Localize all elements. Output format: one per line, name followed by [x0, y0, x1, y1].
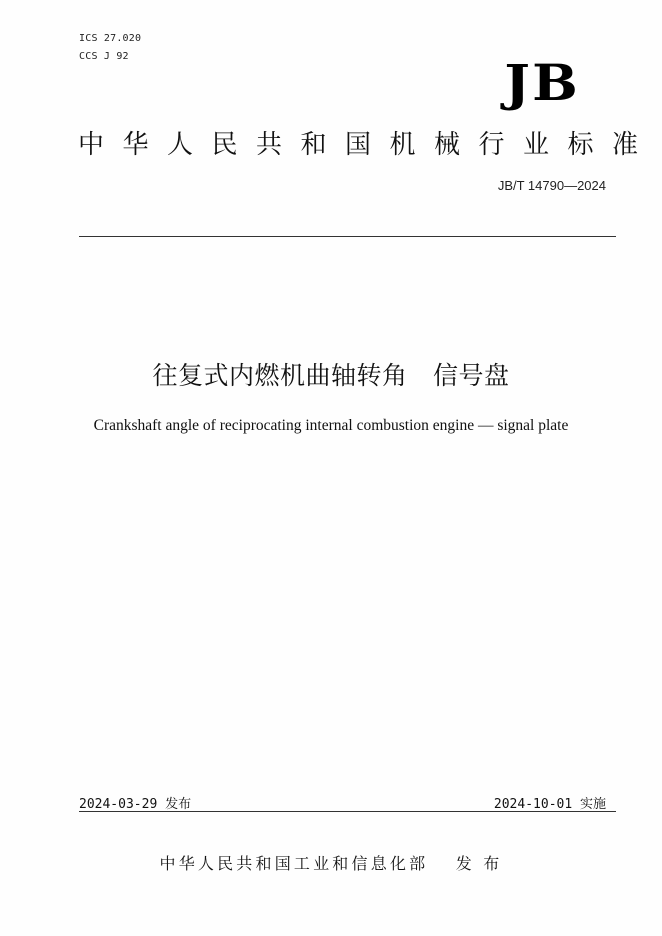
ccs-code: CCS J 92 [79, 51, 129, 62]
standard-title-chinese: 往复式内燃机曲轴转角 信号盘 [152, 361, 510, 390]
jb-logo: JB [504, 53, 580, 112]
publish-date: 2024-03-29 发布 [79, 797, 192, 812]
implement-date: 2024-10-01 实施 [493, 797, 606, 812]
standard-title-english: Crankshaft angle of reciprocating internal combustion engine — signal plate [93, 417, 569, 434]
bottom-divider [79, 811, 616, 812]
ics-code: ICS 27.020 [79, 33, 142, 44]
standard-number: JB/T 14790—2024 [497, 178, 606, 193]
standard-category-title: 中华人民共和国机械行业标准 [78, 130, 657, 160]
top-divider [79, 236, 616, 237]
issuing-authority: 中华人民共和国工业和信息化部 发 布 [159, 854, 503, 873]
